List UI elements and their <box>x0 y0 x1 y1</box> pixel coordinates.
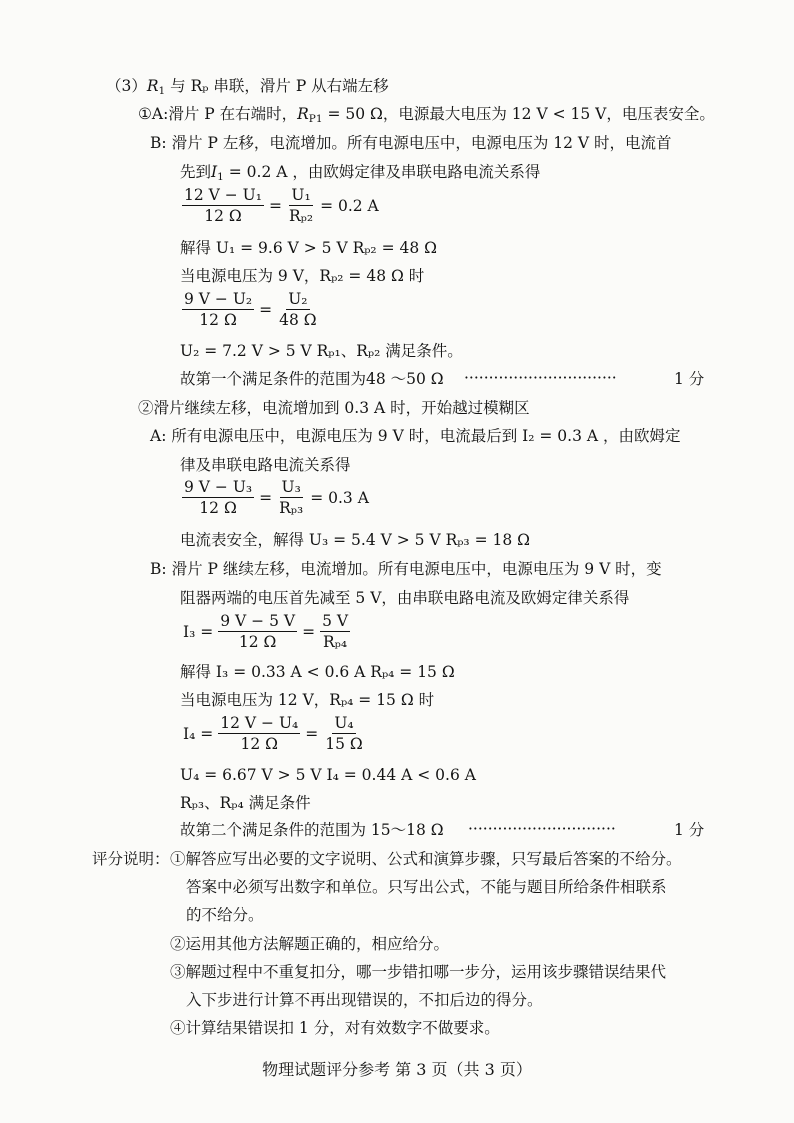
grading-note-1-line2: 答案中必须写出数字和单位。只写出公式，不能与题目所给条件相联系 <box>186 878 667 896</box>
step1-b-line2: 先到$I_1 = 0.2$ A ，由欧姆定律及串联电路电流关系得 <box>180 163 541 183</box>
eq5-fraction-right: $\frac{\text{U₄}}{15 \Omega}$ <box>325 714 363 753</box>
leader-dots-2: ······························ <box>468 820 616 838</box>
u2-line: U₂ = 7.2 V > 5 V Rₚ₁、Rₚ₂ 满足条件。 <box>180 342 463 360</box>
grading-label: 评分说明： <box>92 850 170 868</box>
grading-note-1-line1: ①解答应写出必要的文字说明、公式和演算步骤，只写最后答案的不给分。 <box>170 850 682 868</box>
step1-b-line1: B: 滑片 P 左移，电流增加。所有电源电压中，电源电压为 12 V 时，电流首 <box>150 134 672 152</box>
equation-5: I₄ = $\frac{\text{12 V − U₄}}{12 \Omega}$ = $\frac{\text{U₄}}{15 \Omega}$ <box>183 714 363 753</box>
step2-heading: ②滑片继续左移，电流增加到 0.3 A 时，开始越过模糊区 <box>138 399 530 417</box>
solve-4: 解得 I₃ = 0.33 A < 0.6 A Rₚ₄ = 15 Ω <box>180 663 455 681</box>
eq1-fraction-left: $\frac{\text{12 V − U₁}}{12 \Omega}$ <box>184 186 262 225</box>
step2-b-line2: 阻器两端的电压首先减至 5 V，由串联电路电流及欧姆定律关系得 <box>180 589 630 607</box>
solve-3: 电流表安全，解得 U₃ = 5.4 V > 5 V Rₚ₃ = 18 Ω <box>180 531 530 549</box>
solve-1: 解得 U₁ = 9.6 V > 5 V Rₚ₂ = 48 Ω <box>180 239 437 257</box>
equation-1: $\frac{\text{12 V − U₁}}{12 \Omega}$ = $\frac{\text{U₁}}{\text{Rₚ₂}}$ = 0.2 A <box>184 186 379 225</box>
score-1: 1 分 <box>674 370 705 388</box>
step2-a-line1: A: 所有电源电压中，电源电压为 9 V 时，电流最后到 I₂ = 0.3 A ，由欧姆定 <box>150 427 681 445</box>
eq1-fraction-right: $\frac{\text{U₁}}{\text{Rₚ₂}}$ <box>288 186 314 225</box>
page-footer: 物理试题评分参考 第 3 页（共 3 页） <box>262 1060 532 1079</box>
eq4-fraction-right: $\frac{5 V}{\text{Rₚ₄}}$ <box>322 612 349 651</box>
step1-a-line: ①A:滑片 P 在右端时，$R_{P1} = 50$ Ω，电源最大电压为 12 V < 15 V，电压表安全。 <box>138 105 715 125</box>
equation-4: I₃ = $\frac{9 V - 5 V}{12 \Omega}$ = $\frac{5 V}{\text{Rₚ₄}}$ <box>183 612 349 651</box>
grading-note-1-line3: 的不给分。 <box>186 906 264 924</box>
grading-note-3-line2: 入下步进行计算不再出现错误的，不扣后边的得分。 <box>186 991 543 1009</box>
grading-note-4: ④计算结果错误扣 1 分，对有效数字不做要求。 <box>170 1019 500 1037</box>
eq3-fraction-right: $\frac{\text{U₃}}{\text{Rₚ₃}}$ <box>279 478 304 517</box>
u4-line: U₄ = 6.67 V > 5 V I₄ = 0.44 A < 0.6 A <box>180 766 476 784</box>
eq4-fraction-left: $\frac{9 V - 5 V}{12 \Omega}$ <box>220 612 296 651</box>
when-12v: 当电源电压为 12 V，Rₚ₄ = 15 Ω 时 <box>180 691 435 709</box>
equation-3: $\frac{\text{9 V − U₃}}{12 \Omega}$ = $\frac{\text{U₃}}{\text{Rₚ₃}}$ = 0.3 A <box>184 478 369 517</box>
part3-heading: $(3)R_1$ 与 Rₚ 串联，滑片 P 从右端左移 <box>106 77 389 97</box>
leader-dots-1: ······························· <box>464 369 617 387</box>
eq2-fraction-left: $\frac{\text{9 V − U₂}}{12 \Omega}$ <box>184 290 253 329</box>
rp34-line: Rₚ₃、Rₚ₄ 满足条件 <box>180 794 311 812</box>
equation-2: $\frac{\text{9 V − U₂}}{12 \Omega}$ = $\frac{\text{U₂}}{48 \Omega}$ <box>184 290 317 329</box>
step2-b-line1: B: 滑片 P 继续左移，电流增加。所有电源电压中，电源电压为 9 V 时，变 <box>150 560 662 578</box>
eq5-fraction-left: $\frac{\text{12 V − U₄}}{12 \Omega}$ <box>220 714 299 753</box>
when-9v: 当电源电压为 9 V，Rₚ₂ = 48 Ω 时 <box>180 267 425 285</box>
eq2-fraction-right: $\frac{\text{U₂}}{48 \Omega}$ <box>279 290 317 329</box>
range-2: 故第二个满足条件的范围为 15～18 Ω <box>180 821 444 839</box>
grading-note-3-line1: ③解题过程中不重复扣分，哪一步错扣哪一步分，运用该步骤错误结果代 <box>170 963 667 981</box>
grading-note-2: ②运用其他方法解题正确的，相应给分。 <box>170 935 450 953</box>
eq3-fraction-left: $\frac{\text{9 V − U₃}}{12 \Omega}$ <box>184 478 253 517</box>
range-1: 故第一个满足条件的范围为48 ～50 Ω <box>180 370 444 388</box>
score-2: 1 分 <box>674 821 705 839</box>
step2-a-line2: 律及串联电路电流关系得 <box>180 456 351 474</box>
